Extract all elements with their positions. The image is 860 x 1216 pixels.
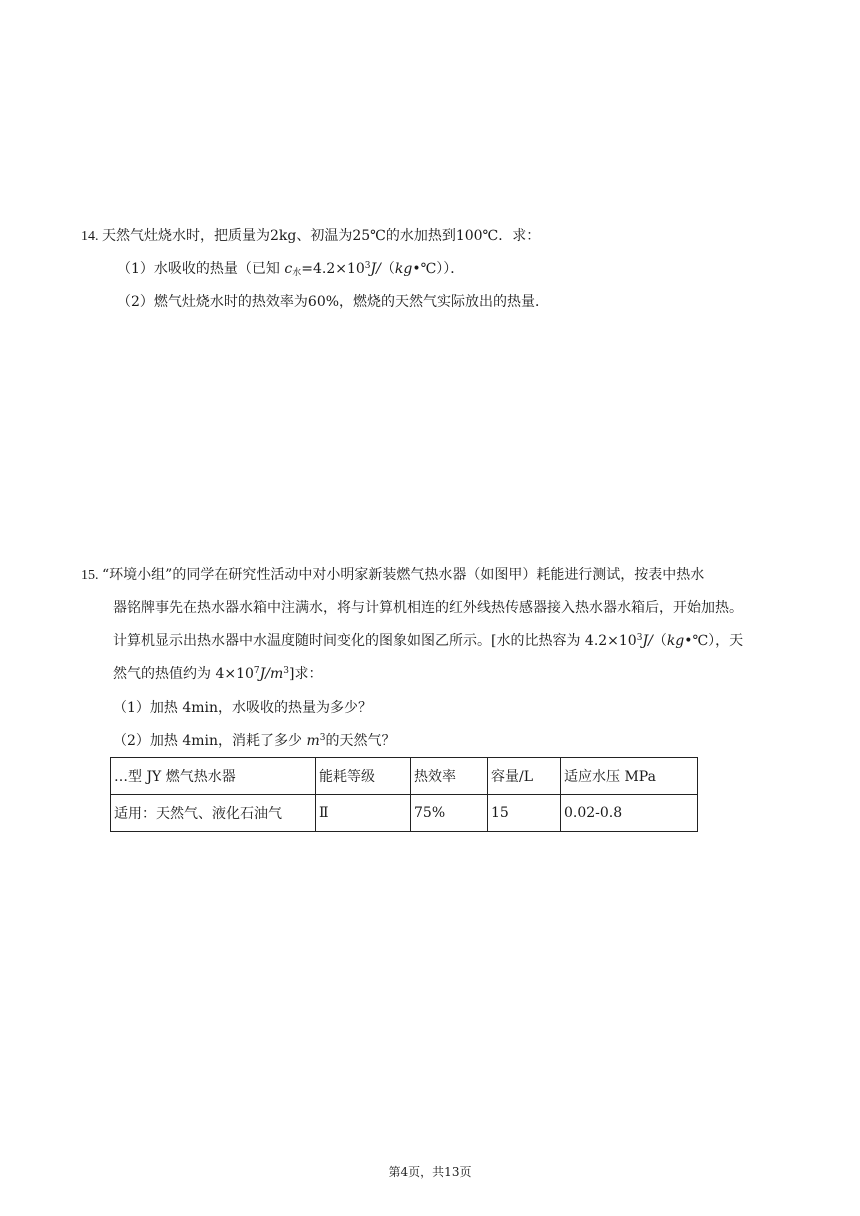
q14-stem-text: 天然气灶烧水时，把质量为2kg、初温为25℃的水加热到100℃．求： bbox=[102, 228, 541, 244]
table-header-cell: …型 JY 燃气热水器 bbox=[111, 758, 316, 795]
q15-line4: 然气的热值约为 $4\times 10^7J/m^3$]求： bbox=[113, 666, 323, 682]
q15-sub1: （1）加热 4min，水吸收的热量为多少？ bbox=[113, 700, 373, 716]
q15-number: 15. bbox=[81, 568, 99, 583]
table-header-cell: 适应水压 MPa bbox=[561, 758, 698, 795]
q14-number: 14. bbox=[81, 229, 99, 244]
q14-sub2: （2）燃气灶烧水时的热效率为60%，燃烧的天然气实际放出的热量． bbox=[117, 294, 550, 310]
table-cell: 15 bbox=[488, 795, 561, 832]
q15-line2: 器铭牌事先在热水器水箱中注满水，将与计算机相连的红外线热传感器接入热水器水箱后，开始加热。 bbox=[113, 600, 743, 616]
table-cell: 0.02-0.8 bbox=[561, 795, 698, 832]
page-footer: 第4页，共13页 bbox=[388, 1165, 472, 1179]
q15-line1: 15. “环境小组”的同学在研究性活动中对小明家新装燃气热水器（如图甲）耗能进行测试，按表中热水 bbox=[81, 565, 704, 586]
table-row bbox=[111, 795, 698, 832]
table-cell: 适用：天然气、液化石油气 bbox=[111, 795, 316, 832]
q15-sub2: （2）加热 4min，消耗了多少 $m^3$的天然气？ bbox=[113, 733, 396, 749]
table-header-cell: 能耗等级 bbox=[316, 758, 411, 795]
table-cell: 75% bbox=[411, 795, 488, 832]
q15-line3: 计算机显示出热水器中水温度随时间变化的图象如图乙所示。[水的比热容为 $4.2\times 10^3J/(kg•℃)$，天 bbox=[113, 633, 744, 649]
table-cell: Ⅱ bbox=[316, 795, 411, 832]
spec-table bbox=[110, 757, 698, 832]
table-header-cell: 热效率 bbox=[411, 758, 488, 795]
q14-stem bbox=[81, 226, 540, 247]
q14-sub1: （1）水吸收的热量（已知 $c_水=4.2\times 10^3J/(kg•℃)$）． bbox=[117, 261, 465, 278]
table-header-cell: 容量/L bbox=[488, 758, 561, 795]
table-header-row bbox=[111, 758, 698, 795]
